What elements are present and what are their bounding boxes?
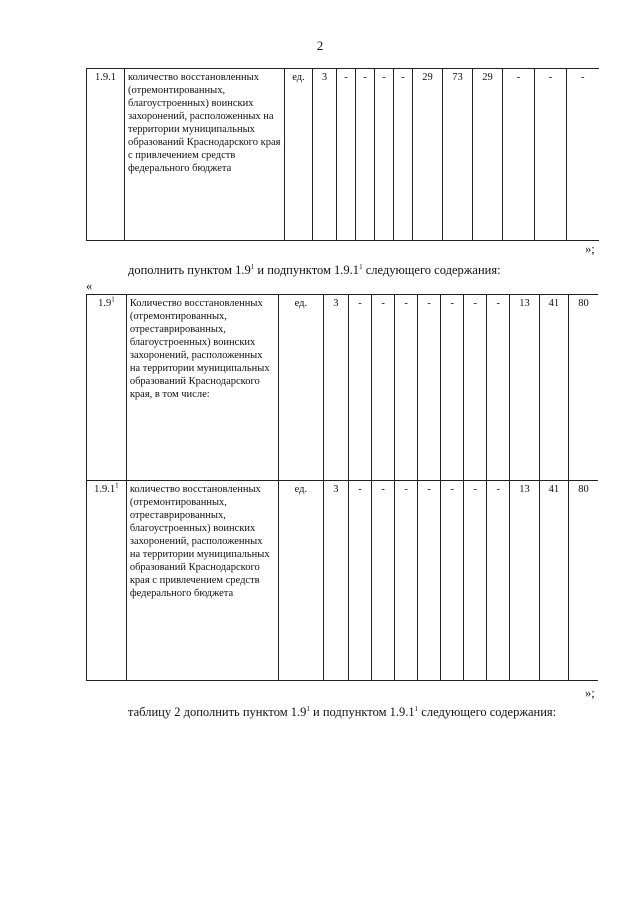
row-description: Количество восстановленных (отремонтированных, отреставрированных, благоустроенных) воинских захоронений, расположенных на территории муниципальных образований Краснодарского края, в том числе: bbox=[126, 295, 278, 481]
value-cell: - bbox=[418, 295, 441, 481]
value-cell: - bbox=[349, 295, 372, 481]
table-new-items bbox=[86, 294, 598, 681]
row-unit: ед. bbox=[278, 295, 323, 481]
closing-quote: »; bbox=[585, 242, 595, 256]
table-continuation bbox=[86, 68, 599, 241]
value-cell: 80 bbox=[569, 481, 598, 681]
value-cell: 41 bbox=[539, 295, 568, 481]
table-row bbox=[87, 295, 599, 481]
value-cell: - bbox=[394, 69, 413, 241]
value-cell: 3 bbox=[323, 481, 348, 681]
value-cell: 29 bbox=[473, 69, 503, 241]
value-cell: 13 bbox=[510, 481, 539, 681]
row-unit: ед. bbox=[278, 481, 323, 681]
value-cell: 41 bbox=[539, 481, 568, 681]
paragraph-amendment-1: дополнить пунктом $1.9^1$ и подпунктом 1.9.1$^1$ следующего содержания: bbox=[128, 262, 501, 277]
row-code: 1.9.1$^1$ bbox=[87, 481, 127, 681]
value-cell: - bbox=[349, 481, 372, 681]
row-description: количество восстановленных (отремонтированных, благоустроенных) воинских захоронений, расположенных на территории муниципальных образований Краснодарского края с привлечением средств федерального бюджета bbox=[125, 69, 285, 241]
paragraph-amendment-2: таблицу 2 дополнить пунктом $1.9^1$ и подпунктом 1.9.1$^1$ следующего содержания: bbox=[128, 704, 557, 719]
value-cell: - bbox=[337, 69, 356, 241]
value-cell: - bbox=[487, 481, 510, 681]
table-row bbox=[87, 69, 599, 241]
page-number: 2 bbox=[316, 38, 324, 53]
value-cell: - bbox=[375, 69, 394, 241]
value-cell: - bbox=[464, 295, 487, 481]
row-code: 1.9.1 bbox=[87, 69, 125, 241]
value-cell: - bbox=[418, 481, 441, 681]
row-unit: ед. bbox=[285, 69, 313, 241]
value-cell: 13 bbox=[510, 295, 539, 481]
value-cell: - bbox=[372, 481, 395, 681]
value-cell: - bbox=[441, 295, 464, 481]
closing-quote: »; bbox=[585, 686, 595, 700]
value-cell: - bbox=[441, 481, 464, 681]
value-cell: - bbox=[356, 69, 375, 241]
row-description: количество восстановленных (отремонтированных, отреставрированных, благоустроенных) воинских захоронений, расположенных на территории муниципальных образований Краснодарского края с привлечением средств федерального бюджета bbox=[126, 481, 278, 681]
value-cell: - bbox=[567, 69, 599, 241]
value-cell: - bbox=[487, 295, 510, 481]
value-cell: - bbox=[464, 481, 487, 681]
row-code: $1.9^1$ bbox=[87, 295, 127, 481]
value-cell: - bbox=[372, 295, 395, 481]
value-cell: - bbox=[395, 481, 418, 681]
value-cell: 3 bbox=[313, 69, 337, 241]
table-row bbox=[87, 481, 599, 681]
value-cell: - bbox=[395, 295, 418, 481]
value-cell: 3 bbox=[323, 295, 348, 481]
opening-quote: « bbox=[86, 279, 93, 293]
value-cell: - bbox=[535, 69, 567, 241]
value-cell: 29 bbox=[413, 69, 443, 241]
value-cell: - bbox=[503, 69, 535, 241]
value-cell: 73 bbox=[443, 69, 473, 241]
value-cell: 80 bbox=[569, 295, 598, 481]
